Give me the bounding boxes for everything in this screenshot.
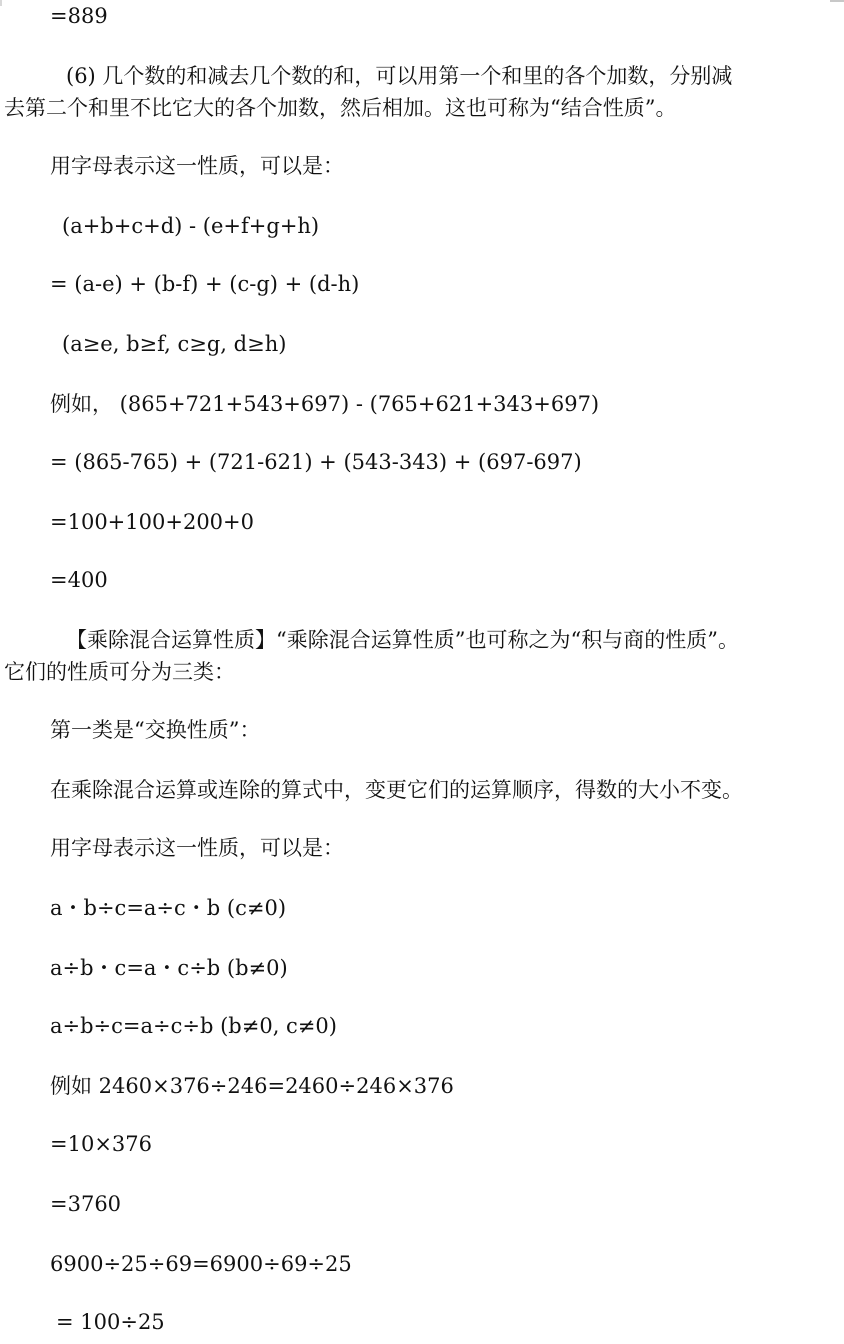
example-line-1: 例如， (865+721+543+697) - (765+621+343+697) [50, 392, 600, 416]
page-corner-mark-left [0, 0, 2, 6]
exchange-property-description: 在乘除混合运算或连除的算式中，变更它们的运算顺序，得数的大小不变。 [50, 778, 743, 802]
exchange-formula-1: a・b÷c=a÷c・b (c≠0) [50, 896, 287, 920]
letter-representation-heading-2: 用字母表示这一性质，可以是： [50, 836, 344, 860]
formula-condition: (a≥e, b≥f, c≥g, d≥h) [62, 332, 287, 356]
second-example-line-1: 6900÷25÷69=6900÷69÷25 [50, 1252, 352, 1276]
exchange-formula-2: a÷b・c=a・c÷b (b≠0) [50, 956, 288, 980]
section-heading-line-2: 它们的性质可分为三类： [4, 660, 235, 684]
rule-6-paragraph-line-2: 去第二个和里不比它大的各个加数，然后相加。这也可称为“结合性质”。 [4, 96, 677, 120]
example-result: =400 [50, 568, 108, 592]
first-category-heading: 第一类是“交换性质”： [50, 718, 261, 742]
rule-6-paragraph-line-1: (6) 几个数的和减去几个数的和，可以用第一个和里的各个加数，分别减 [66, 64, 733, 88]
result-line-889: =889 [50, 4, 108, 28]
second-example-line-2: = 100÷25 [56, 1310, 165, 1334]
letter-representation-heading: 用字母表示这一性质，可以是： [50, 154, 344, 178]
exchange-example-line-1: 例如 2460×376÷246=2460÷246×376 [50, 1074, 454, 1098]
page-corner-mark-right [830, 0, 844, 2]
formula-line-2: = (a-e) + (b-f) + (c-g) + (d-h) [50, 272, 360, 296]
exchange-example-line-2: =10×376 [50, 1132, 152, 1156]
example-line-3: =100+100+200+0 [50, 510, 254, 534]
example-line-2: = (865-765) + (721-621) + (543-343) + (697-697) [50, 450, 582, 474]
section-heading-line-1: 【乘除混合运算性质】“乘除混合运算性质”也可称之为“积与商的性质”。 [66, 628, 739, 652]
formula-line-1: (a+b+c+d) - (e+f+g+h) [62, 214, 320, 238]
exchange-example-result: =3760 [50, 1192, 122, 1216]
exchange-formula-3: a÷b÷c=a÷c÷b (b≠0, c≠0) [50, 1014, 337, 1038]
